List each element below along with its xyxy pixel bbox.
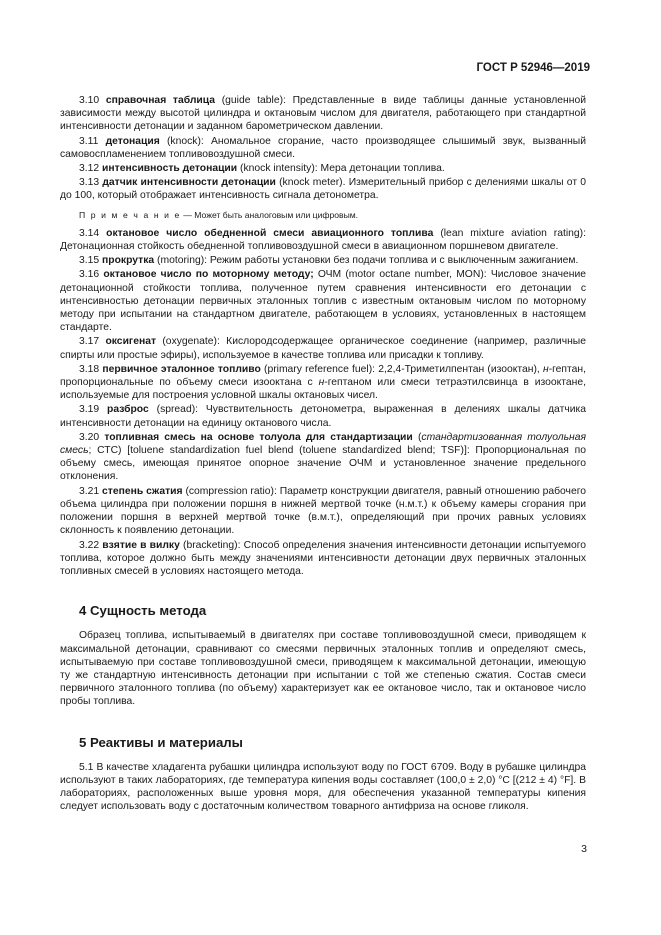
def-text: (knock): Аномальное сгорание, часто производящее слышимый звук, вызванный самовоспламенением топливовоздушной смеси. xyxy=(60,135,587,160)
def-text: (bracketing): Способ определения значения интенсивности детонации испытуемого топлива, которое должно быть между значениями интенсивности детонации двух первичных эталонных топливных смесей в условиях настоящего метода. xyxy=(60,539,587,577)
definition-3-15 xyxy=(60,254,586,267)
def-number: 3.21 xyxy=(79,485,100,497)
def-term: октановое число обедненной смеси авиационного топлива xyxy=(106,227,434,239)
definition-3-14 xyxy=(60,227,586,253)
def-term: первичное эталонное топливо xyxy=(102,363,261,375)
def-term: взятие в вилку xyxy=(102,539,180,551)
definition-3-11 xyxy=(60,135,586,161)
definition-3-19 xyxy=(60,403,586,429)
def-number: 3.11 xyxy=(79,135,99,147)
def-number: 3.14 xyxy=(79,227,100,239)
def-text: -гептан, пропорциональные по объему смеси изооктана с xyxy=(60,363,586,389)
note-label: П р и м е ч а н и е xyxy=(79,209,181,220)
def-italic: стандартизованная толуольная смесь xyxy=(60,431,586,457)
document-id: ГОСТ Р 52946—2019 xyxy=(476,62,590,74)
def-term: датчик интенсивности детонации xyxy=(102,177,276,189)
def-text: (spread): Чувствительность детонометра, выраженная в делениях шкалы датчика интенсивности детонации на единицу октанового числа. xyxy=(60,404,586,429)
def-text: ( xyxy=(412,431,422,443)
definition-3-22 xyxy=(60,539,586,579)
def-text: (oxygenate): Кислородсодержащее органическое соединение (например, различные спирты или простые эфиры), используемое в качестве топлива или присадки к топливу. xyxy=(60,336,586,361)
page-number: 3 xyxy=(581,843,587,855)
def-term: прокрутка xyxy=(102,255,155,267)
section-5-body: 5.1 В качестве хладагента рубашки цилиндра используют воду по ГОСТ 6709. Воду в рубашке цилиндра используют в таких лабораториях, где температура кипения воды составляет (100,0 ± 2,0) °С [(212 ± 4) °F]. В лабораториях, расположенных выше уровня моря, для обеспечения указанной температуры кипения следует использовать воду с достаточным количеством товарного антифриза на основе гликоля. xyxy=(60,761,586,813)
def-number: 3.12 xyxy=(79,163,100,175)
def-number: 3.18 xyxy=(79,363,100,375)
def-term: оксигенат xyxy=(105,336,157,348)
definition-3-10 xyxy=(60,94,586,134)
note xyxy=(60,209,586,222)
def-term: разброс xyxy=(107,404,149,416)
def-number: 3.20 xyxy=(79,431,100,443)
def-text: (knock meter). Измерительный прибор с делениями шкалы от 0 до 100, который отображает интенсивность сигнала детонометра. xyxy=(60,177,587,202)
definition-3-16 xyxy=(60,268,586,334)
def-text: (knock intensity): Мера детонации топлива. xyxy=(237,163,445,175)
def-number: 3.13 xyxy=(79,177,100,189)
def-term: справочная таблица xyxy=(105,95,216,106)
def-italic: н xyxy=(318,377,325,389)
section-4-body: Образец топлива, испытываемый в двигателях при составе топливовоздушной смеси, приводящем к максимальной детонации, сравнивают со смесями первичных эталонных топлив и определяют смесь, испытываемую при составе топливовоздушной смеси, приводящем к максимальной детонации, имеющую ту же стандартную интенсивность детонации при испытании с той же степенью сжатия. Состав смеси первичного эталонного топлива (по объему) характеризует как ее октановое число, так и октановое число пробы топлива. xyxy=(60,630,586,708)
section-5-heading: 5 Реактивы и материалы xyxy=(79,734,243,750)
note-text: — Может быть аналоговым или цифровым. xyxy=(180,209,359,220)
definition-3-12 xyxy=(60,162,586,175)
def-text: (primary reference fuel): 2,2,4-Триметилпентан (изооктан), xyxy=(260,363,543,375)
def-term: октановое число по моторному методу; xyxy=(103,269,314,281)
def-text: ОЧМ (motor octane number, MON): Числовое значение детонационной стойкости топлива, полученное путем сравнения интенсивности его детонации с интенсивностью детонации первичных эталонных топлив с известным октановым числом по моторному методу при испытании на стандартном двигателе, работающем в условиях, установленных в настоящем стандарте. xyxy=(60,269,587,334)
def-text: -гептаном или смеси тетраэтилсвинца в изооктане, используемые для построения условной шкалы октановых чисел. xyxy=(60,377,586,402)
definition-3-17 xyxy=(60,335,586,361)
def-number: 3.10 xyxy=(79,95,100,106)
def-text: (lean mixture aviation rating): Детонационная стойкость обедненной топливовоздушной смеси в авиационном поршневом двигателе. xyxy=(60,227,586,253)
def-number: 3.16 xyxy=(79,269,100,281)
def-text: ; СТС) [toluene standardization fuel blend (toluene standardized blend; TSF)]: Пропорциональная по объему смесь, имеющая принятое опорное значение ОЧМ и установленное значение предельного отклонения. xyxy=(60,445,586,483)
def-number: 3.15 xyxy=(79,255,100,267)
page-content xyxy=(60,94,586,814)
def-term: степень сжатия xyxy=(102,485,183,497)
def-number: 3.17 xyxy=(79,336,100,348)
def-term: интенсивность детонации xyxy=(102,163,238,175)
section-4-heading: 4 Сущность метода xyxy=(79,603,207,619)
def-text: (guide table): Представленные в виде таблицы данные установленной зависимости между высотой цилиндра и октановым числом для двигателя, работающего при стандартной интенсивности детонации и заданном барометрическом давлении. xyxy=(60,95,586,133)
def-term: топливная смесь на основе толуола для стандартизации xyxy=(104,431,413,443)
definition-3-13 xyxy=(60,176,586,202)
definition-3-21 xyxy=(60,485,586,538)
def-italic: н xyxy=(542,363,549,375)
definition-3-18 xyxy=(60,363,586,403)
def-text: (compression ratio): Параметр конструкции двигателя, равный отношению рабочего объема цилиндра при положении поршня в нижней мертвой точке (н.м.т.) к объему камеры сгорания при положении поршня в верхней мертвой точке (в.м.т.), определяющий при прочих равных условиях склонность к появлению детонации. xyxy=(60,485,586,537)
def-term: детонация xyxy=(105,135,160,147)
definition-3-20 xyxy=(60,431,586,484)
def-number: 3.19 xyxy=(79,404,100,416)
def-text: (motoring): Режим работы установки без подачи топлива и с выключенным зажиганием. xyxy=(154,255,579,267)
def-number: 3.22 xyxy=(79,539,100,551)
